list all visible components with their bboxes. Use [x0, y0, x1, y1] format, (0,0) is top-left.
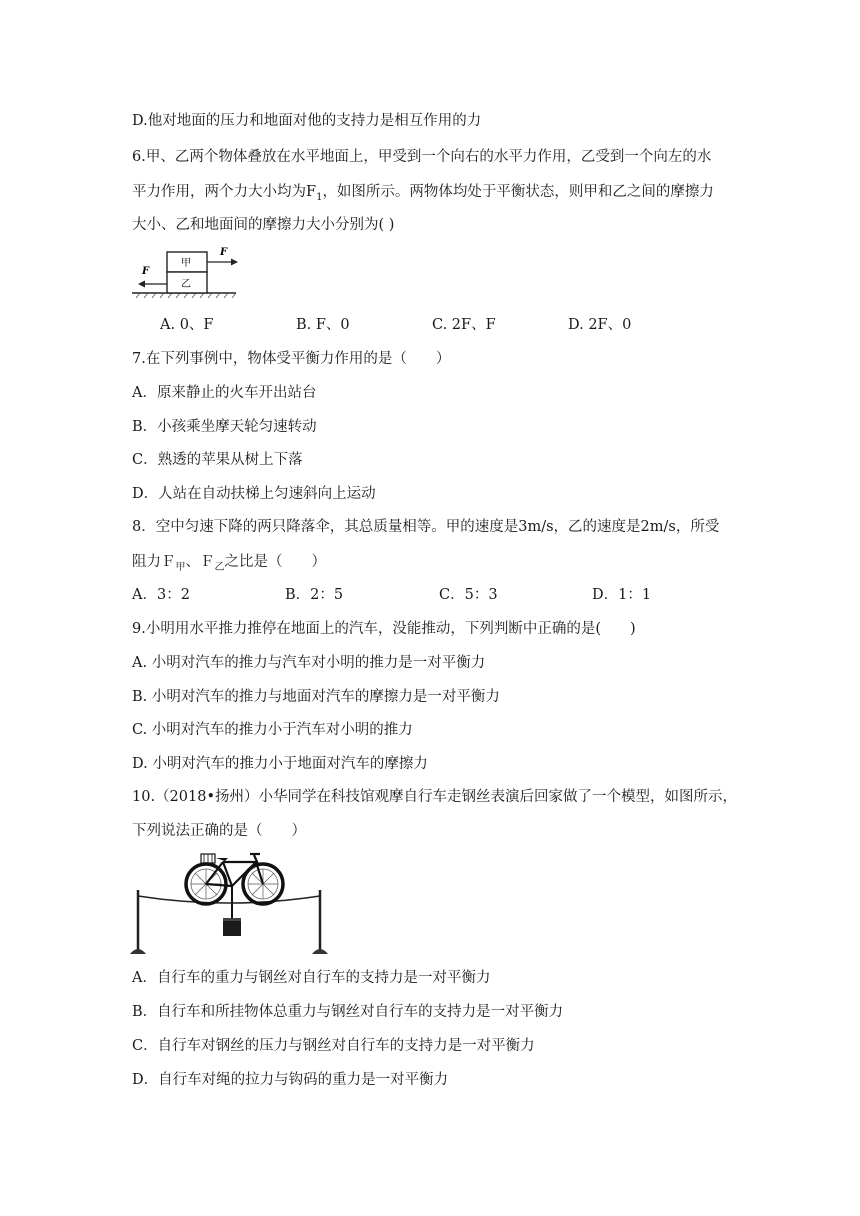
q7-option-c: C．熟透的苹果从树上下落: [132, 452, 303, 468]
q8-stem-line1: 8．空中匀速下降的两只降落伞，其总质量相等。甲的速度是3m/s，乙的速度是2m/s，所受: [132, 519, 720, 535]
q8-option-d: D．1：1: [592, 587, 652, 603]
q6-force-right-label: F: [220, 247, 228, 258]
q6-option-c: C. 2F、F: [432, 317, 496, 333]
q10-bicycle-figure: [128, 846, 336, 958]
saddle: [216, 858, 228, 861]
q7-option-b: B．小孩乘坐摩天轮匀速转动: [132, 419, 317, 435]
q9-option-c: C. 小明对汽车的推力小于汽车对小明的推力: [132, 722, 413, 738]
q7-stem: 7.在下列事例中，物体受平衡力作用的是（ ）: [132, 351, 451, 367]
q6-option-a: A. 0、F: [160, 317, 214, 333]
q10-option-b: B．自行车和所挂物体总重力与钢丝对自行车的支持力是一对平衡力: [132, 1004, 564, 1020]
steel-wire: [138, 896, 320, 903]
q10-option-c: C．自行车对钢丝的压力与钢丝对自行车的支持力是一对平衡力: [132, 1038, 535, 1054]
q6-figure: [130, 246, 240, 300]
q6-force-subscript: 1: [316, 191, 323, 203]
q6-option-b: B. F、0: [296, 317, 350, 333]
right-pole-base: [312, 949, 328, 954]
q8-option-c: C．5：3: [439, 587, 498, 603]
q8-stem-line2-b: 、Ｆ: [185, 554, 215, 570]
q8-stem-line2-a: 阻力Ｆ: [132, 554, 176, 570]
q5-option-d: D.他对地面的压力和地面对他的支持力是相互作用的力: [132, 113, 482, 129]
q6-force-left-label: F: [142, 266, 150, 277]
q10-stem-line2: 下列说法正确的是（ ）: [132, 823, 306, 839]
left-pole-base: [130, 949, 146, 954]
q9-option-b: B. 小明对汽车的推力与地面对汽车的摩擦力是一对平衡力: [132, 689, 500, 705]
q10-stem-line1: 10.（2018•扬州）小华同学在科技馆观摩自行车走钢丝表演后回家做了一个模型，如图所示，: [132, 789, 738, 805]
q8-option-b: B．2：5: [285, 587, 344, 603]
q6-block-bottom-label: 乙: [181, 279, 191, 290]
q6-stem-line3: 大小、乙和地面间的摩擦力大小分别为( ): [132, 217, 395, 233]
hook-weight: [223, 920, 241, 936]
q8-option-a: A．3：2: [132, 587, 190, 603]
q6-block-top-label: 甲: [181, 258, 191, 269]
q9-stem: 9.小明用水平推力推停在地面上的汽车，没能推动，下列判断中正确的是( ): [132, 621, 636, 637]
q8-sub-jia: 甲: [175, 561, 186, 573]
q9-option-d: D. 小明对汽车的推力小于地面对汽车的摩擦力: [132, 756, 428, 772]
q8-stem-line2: [132, 552, 326, 578]
q8-sub-yi: 乙: [214, 561, 225, 573]
q6-stem-line2-post: ，如图所示。两物体均处于平衡状态，则甲和乙之间的摩擦力: [322, 184, 714, 200]
q6-stem-line2-pre: 平力作用，两个力大小均为F: [132, 184, 317, 200]
q9-option-a: A. 小明对汽车的推力与汽车对小明的推力是一对平衡力: [132, 655, 486, 671]
q6-option-d: D. 2F、0: [568, 317, 632, 333]
q7-option-d: D．人站在自动扶梯上匀速斜向上运动: [132, 486, 376, 502]
q6-stem-line2: [132, 182, 714, 208]
q6-stem-line1: 6.甲、乙两个物体叠放在水平地面上，甲受到一个向右的水平力作用，乙受到一个向左的水: [132, 149, 712, 165]
q10-option-d: D．自行车对绳的拉力与钩码的重力是一对平衡力: [132, 1072, 449, 1088]
q6-force-left-head: [138, 281, 145, 288]
q7-option-a: A．原来静止的火车开出站台: [132, 385, 317, 401]
q8-stem-line2-c: 之比是（ ）: [224, 554, 326, 570]
q6-force-right-head: [231, 259, 238, 266]
q10-option-a: A．自行车的重力与钢丝对自行车的支持力是一对平衡力: [132, 970, 491, 986]
